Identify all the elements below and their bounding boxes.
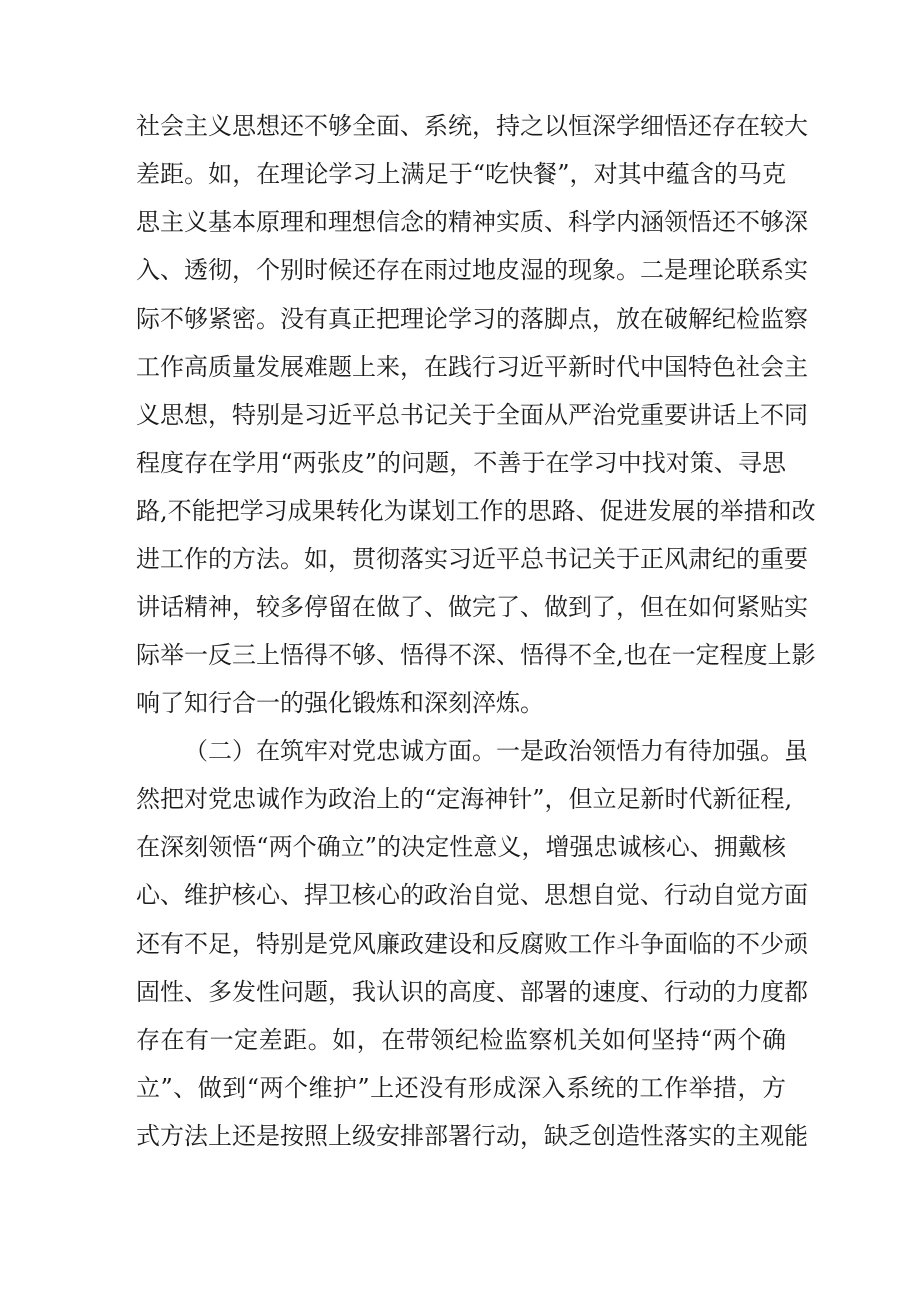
paragraph-1-line-4: 入、透彻，个别时候还存在雨过地皮湿的现象。二是理论联系实 [136,256,808,284]
paragraph-2-line-7: 存在有一定差距。如，在带领纪检监察机关如何坚持“两个确 [136,1026,786,1054]
paragraph-2-line-1: （二）在筑牢对党忠诚方面。一是政治领悟力有待加强。虽 [184,737,808,765]
paragraph-1-line-9: 路,不能把学习成果转化为谋划工作的思路、促进发展的举措和改 [136,497,816,525]
paragraph-1-line-11: 讲话精神，较多停留在做了、做完了、做到了，但在如何紧贴实 [136,593,808,621]
paragraph-2-line-6: 固性、多发性问题，我认识的高度、部署的速度、行动的力度都 [136,978,808,1006]
paragraph-2-line-4: 心、维护核心、捍卫核心的政治自觉、思想自觉、行动自觉方面 [136,881,808,909]
paragraph-1-line-1: 社会主义思想还不够全面、系统，持之以恒深学细悟还存在较大 [136,112,808,140]
paragraph-1-line-7: 义思想，特别是习近平总书记关于全面从严治党重要讲话上不同 [136,401,808,429]
paragraph-2-line-3: 在深刻领悟“两个确立”的决定性意义，增强忠诚核心、拥戴核 [136,833,786,861]
paragraph-2-line-5: 还有不足，特别是党风廉政建设和反腐败工作斗争面临的不少顽 [136,930,808,958]
paragraph-2-line-9: 式方法上还是按照上级安排部署行动，缺乏创造性落实的主观能 [136,1122,808,1150]
paragraph-1-line-3: 思主义基本原理和理想信念的精神实质、科学内涵领悟还不够深 [136,208,808,236]
paragraph-1-line-13: 响了知行合一的强化锻炼和深刻淬炼。 [136,689,544,717]
paragraph-1-line-6: 工作高质量发展难题上来，在践行习近平新时代中国特色社会主 [136,353,808,381]
paragraph-2-line-8: 立”、做到“两个维护”上还没有形成深入系统的工作举措，方 [136,1074,786,1102]
paragraph-1-line-2: 差距。如，在理论学习上满足于“吃快餐”，对其中蕴含的马克 [136,160,786,188]
paragraph-1-line-12: 际举一反三上悟得不够、悟得不深、悟得不全,也在一定程度上影 [136,641,816,669]
paragraph-1-line-5: 际不够紧密。没有真正把理论学习的落脚点，放在破解纪检监察 [136,305,808,333]
paragraph-2-line-2: 然把对党忠诚作为政治上的“定海神针”，但立足新时代新征程, [136,785,793,813]
paragraph-1-line-8: 程度存在学用“两张皮”的问题，不善于在学习中找对策、寻思 [136,449,786,477]
paragraph-1-line-10: 进工作的方法。如，贯彻落实习近平总书记关于正风肃纪的重要 [136,545,808,573]
